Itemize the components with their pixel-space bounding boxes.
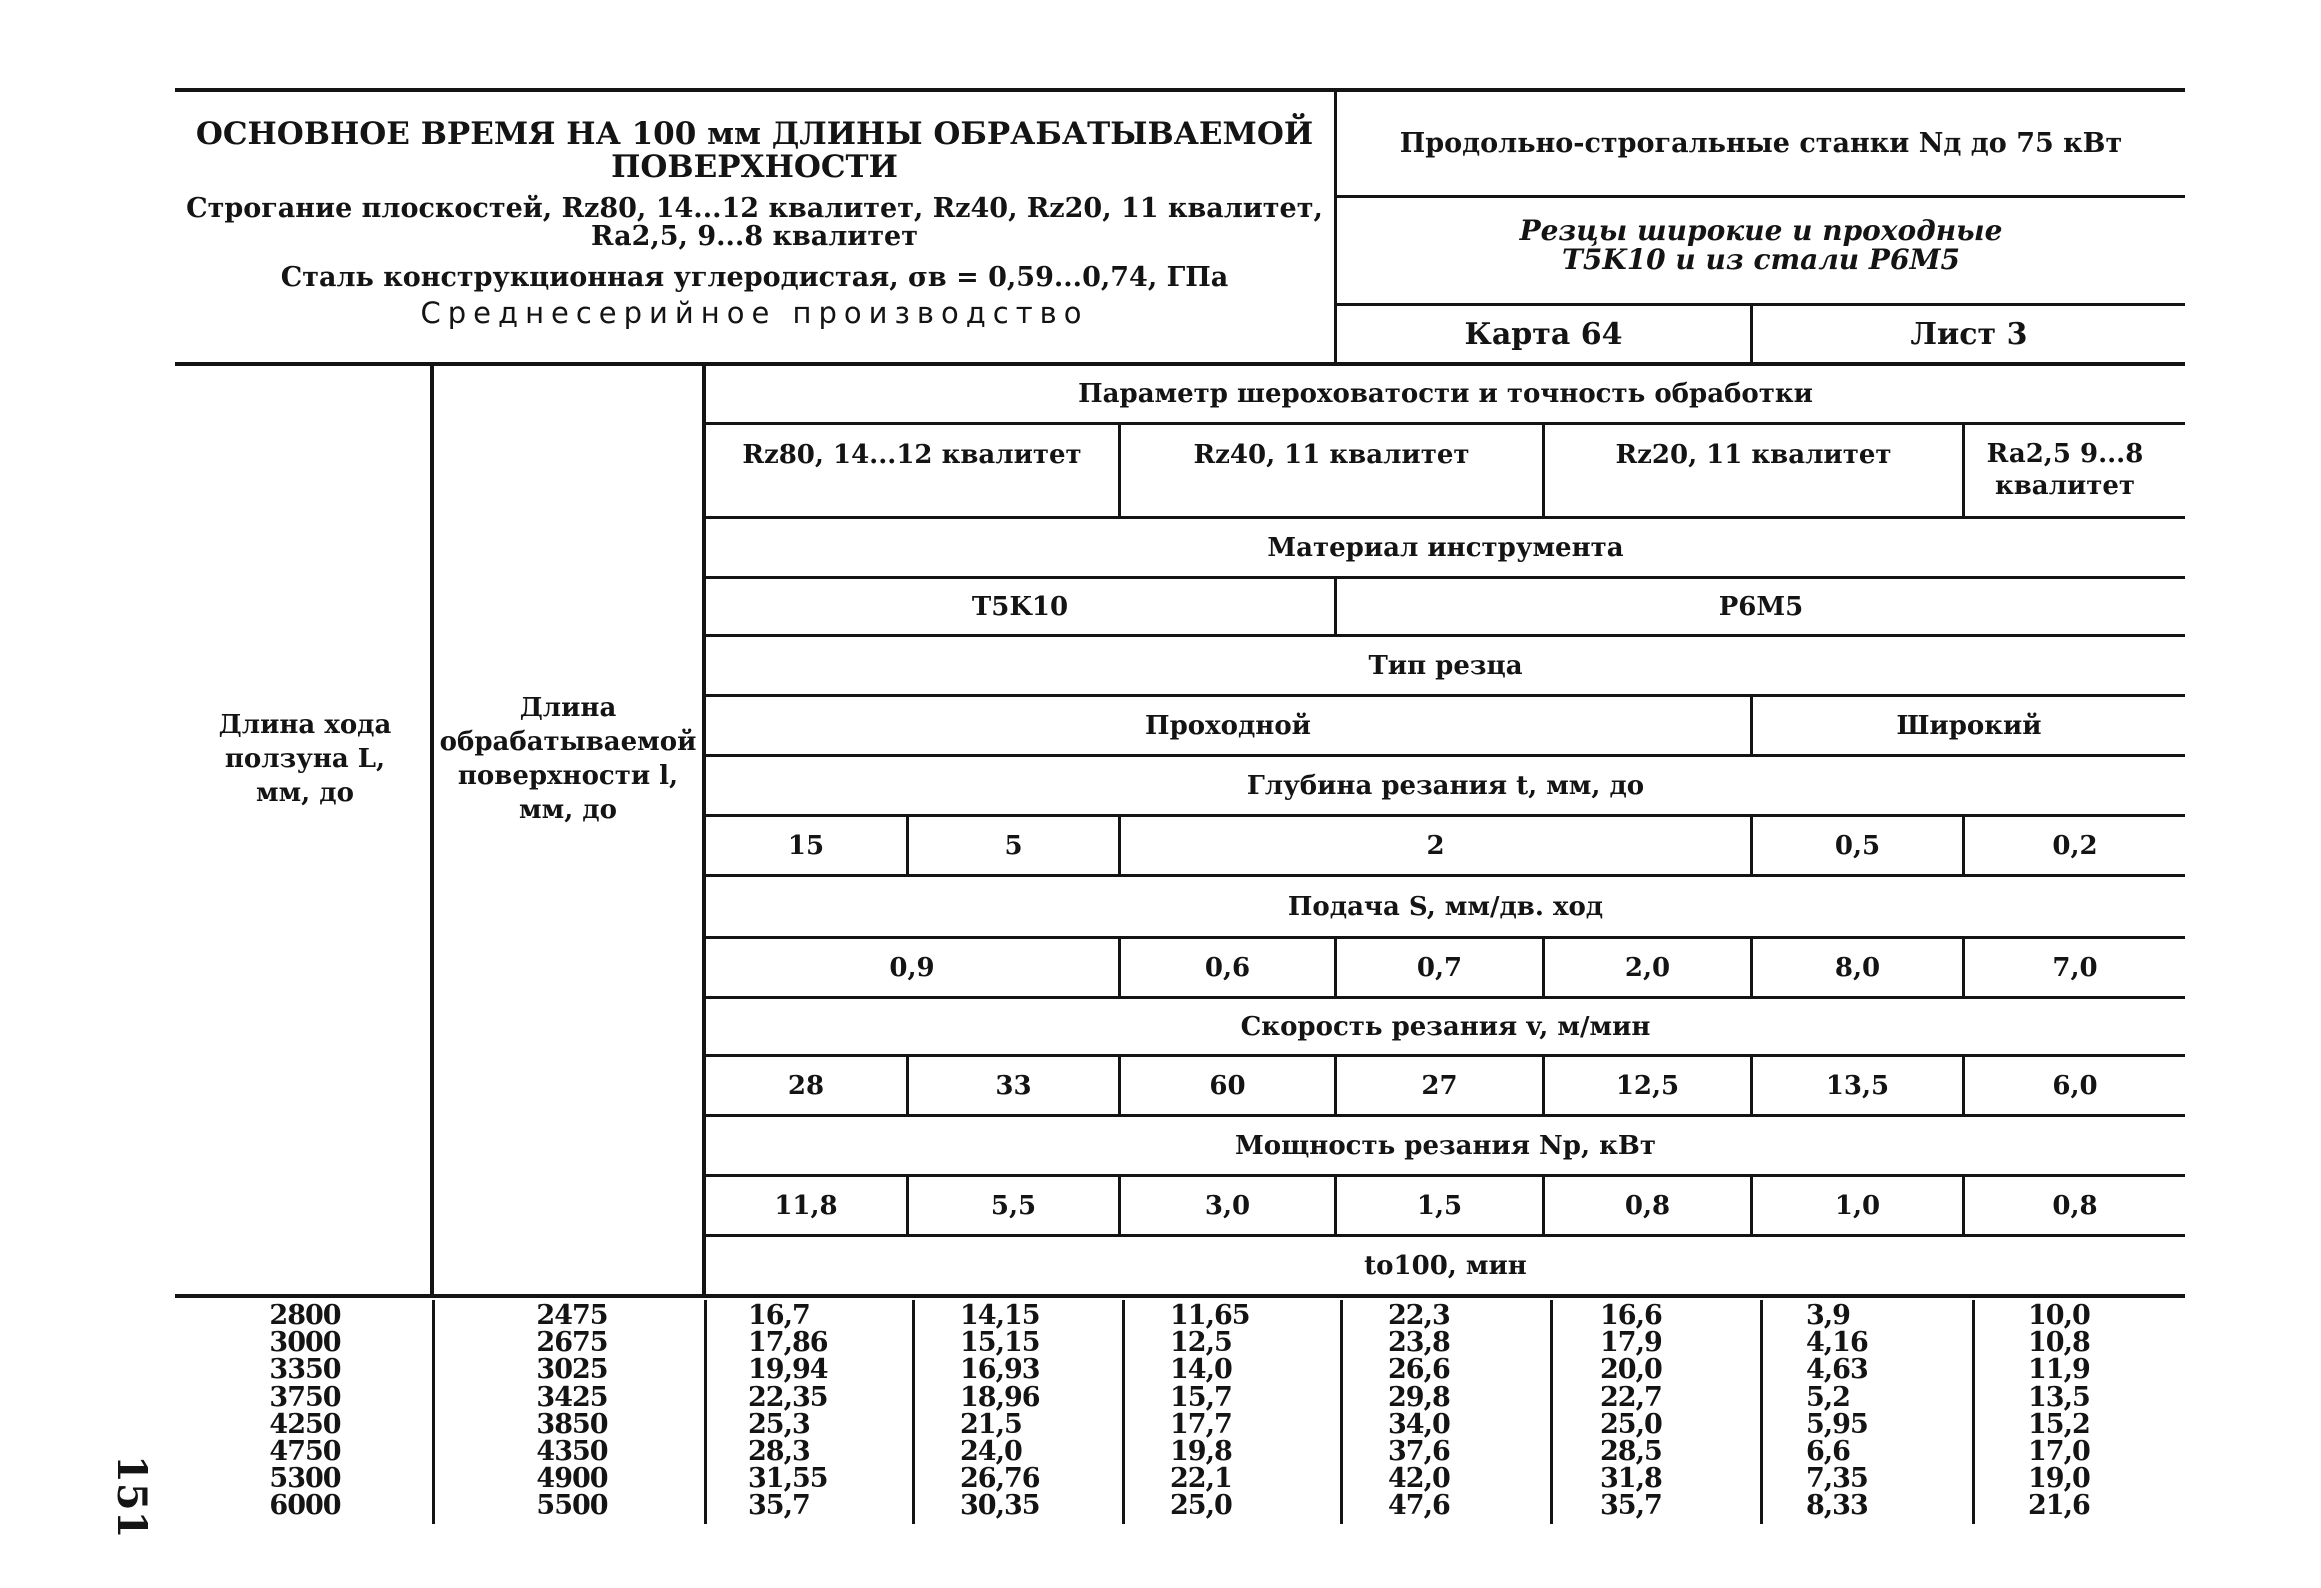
time-cell: 7,35 <box>1806 1463 1868 1495</box>
cutter-type-title: Тип резца <box>1368 650 1523 681</box>
time-cell: 25,0 <box>1600 1408 1662 1440</box>
feed-value: 0,7 <box>1416 952 1463 983</box>
body-divider <box>432 1300 435 1524</box>
time-cell: 19,8 <box>1170 1435 1232 1467</box>
time-cell: 30,35 <box>960 1490 1040 1522</box>
subtitle-line-2: Ra2,5, 9...8 квалитет <box>591 221 918 253</box>
time-cell: 11,65 <box>1170 1300 1250 1331</box>
time-cell: 26,6 <box>1388 1354 1450 1386</box>
speed-value: 60 <box>1209 1070 1246 1101</box>
time-cell: 28,3 <box>748 1435 810 1467</box>
time-column <box>1600 1302 1720 1520</box>
depth-value: 0,2 <box>2052 830 2098 861</box>
time-cell: 29,8 <box>1388 1381 1450 1413</box>
time-cell: 3,9 <box>1806 1300 1850 1331</box>
surface-length-cell: 3850 <box>536 1408 608 1440</box>
power-value: 1,5 <box>1416 1190 1463 1221</box>
time-cell: 4,16 <box>1806 1327 1868 1359</box>
time-cell: 35,7 <box>748 1490 810 1522</box>
surface-length-cell: 5500 <box>536 1490 608 1522</box>
tools-line-1: Резцы широкие и проходные <box>1519 214 2003 247</box>
speed-value: 13,5 <box>1825 1070 1890 1101</box>
body-divider <box>1340 1300 1343 1524</box>
time-cell: 17,9 <box>1600 1327 1662 1359</box>
time-cell: 15,2 <box>2028 1408 2090 1440</box>
surface-length-header: Длина обрабатываемой поверхности l, мм, до <box>439 693 697 825</box>
power-value: 3,0 <box>1204 1190 1251 1221</box>
time-column <box>2028 1302 2148 1520</box>
time-cell: 12,5 <box>1170 1327 1232 1359</box>
tool-material-t5k10: T5K10 <box>971 591 1069 622</box>
cutter-type-straight: Проходной <box>1145 710 1311 741</box>
feed-title: Подача S, мм/дв. ход <box>1287 891 1604 922</box>
time-cell: 42,0 <box>1388 1463 1450 1495</box>
subtitle <box>175 195 1334 252</box>
feed-value: 7,0 <box>2052 952 2098 983</box>
power-value: 11,8 <box>774 1190 838 1221</box>
stroke-length-cell: 3350 <box>269 1354 341 1386</box>
body-divider <box>704 1300 707 1524</box>
cutter-type-wide: Широкий <box>1896 710 2042 741</box>
body-divider <box>1122 1300 1125 1524</box>
depth-value: 15 <box>787 830 825 861</box>
time-cell: 18,96 <box>960 1381 1040 1413</box>
stroke-length-cell: 4750 <box>269 1435 341 1467</box>
feed-value: 2,0 <box>1624 952 1671 983</box>
time-column <box>1388 1302 1508 1520</box>
time-cell: 17,7 <box>1170 1408 1232 1440</box>
body-divider <box>912 1300 915 1524</box>
time-column <box>1806 1302 1926 1520</box>
surface-length-cell: 3425 <box>536 1381 608 1413</box>
time-cell: 22,35 <box>748 1381 828 1413</box>
power-value: 5,5 <box>990 1190 1037 1221</box>
time-title: tо100, мин <box>1364 1250 1527 1281</box>
time-cell: 20,0 <box>1600 1354 1662 1386</box>
speed-title: Скорость резания v, м/мин <box>1240 1011 1651 1042</box>
time-cell: 16,6 <box>1600 1300 1662 1331</box>
tools-description <box>1337 216 2185 275</box>
time-cell: 15,7 <box>1170 1381 1232 1413</box>
tools-line-2: T5K10 и из стали Р6М5 <box>1562 243 1960 277</box>
tool-material-title: Материал инструмента <box>1267 532 1624 563</box>
subtitle-line-1: Строгание плоскостей, Rz80, 14...12 квалитет, Rz40, Rz20, 11 квалитет, <box>186 193 1323 224</box>
power-value: 0,8 <box>1624 1190 1671 1221</box>
table-body-rule <box>175 1294 2185 1298</box>
stroke-length-cell: 6000 <box>269 1490 341 1522</box>
time-column <box>748 1302 868 1520</box>
time-cell: 21,6 <box>2028 1490 2090 1522</box>
time-cell: 23,8 <box>1388 1327 1450 1359</box>
surface-length-cell: 3025 <box>536 1354 608 1386</box>
time-cell: 14,15 <box>960 1300 1040 1331</box>
time-cell: 28,5 <box>1600 1435 1662 1467</box>
stroke-length-cell: 5300 <box>269 1463 341 1495</box>
power-title: Мощность резания Nр, кВт <box>1235 1130 1656 1161</box>
time-cell: 14,0 <box>1170 1354 1232 1386</box>
body-divider <box>1760 1300 1763 1524</box>
time-cell: 6,6 <box>1806 1435 1850 1467</box>
time-cell: 16,93 <box>960 1354 1040 1386</box>
title-line-1: ОСНОВНОЕ ВРЕМЯ НА 100 мм ДЛИНЫ ОБРАБАТЫВАЕМОЙ <box>195 116 1314 152</box>
time-cell: 22,1 <box>1170 1463 1232 1495</box>
material-line: Сталь конструкционная углеродистая, σв = 0,59...0,74, ГПа <box>280 262 1229 293</box>
surface-length-cell: 2675 <box>536 1327 608 1359</box>
depth-value: 5 <box>1004 830 1023 861</box>
page-number: 151 <box>108 1455 155 1539</box>
stroke-length-header: Длина хода ползуна L, мм, до <box>218 710 392 808</box>
roughness-rz80: Rz80, 14...12 квалитет <box>742 440 1082 470</box>
surface-length-cell: 4900 <box>536 1463 608 1495</box>
time-cell: 17,86 <box>748 1327 828 1359</box>
stroke-length-column <box>250 1302 360 1520</box>
body-divider <box>1550 1300 1553 1524</box>
speed-value: 6,0 <box>2052 1070 2098 1101</box>
time-cell: 10,8 <box>2028 1327 2090 1359</box>
tool-material-p6m5: Р6М5 <box>1718 591 1804 622</box>
time-cell: 16,7 <box>748 1300 810 1331</box>
time-cell: 19,94 <box>748 1354 828 1386</box>
time-column <box>1170 1302 1290 1520</box>
roughness-rz40: Rz40, 11 квалитет <box>1193 440 1470 470</box>
roughness-ra25: Ra2,5 9...8 квалитет <box>1986 438 2144 501</box>
machine-title: Продольно-строгальные станки Nд до 75 кВт <box>1399 128 2123 159</box>
time-cell: 26,76 <box>960 1463 1040 1495</box>
time-cell: 5,2 <box>1806 1381 1850 1413</box>
power-value: 0,8 <box>2052 1190 2098 1221</box>
sheet-number: Лист 3 <box>1910 316 2028 352</box>
speed-value: 12,5 <box>1615 1070 1680 1101</box>
time-cell: 31,8 <box>1600 1463 1662 1495</box>
left-col-divider <box>430 364 434 1296</box>
depth-value: 0,5 <box>1834 830 1881 861</box>
time-cell: 8,33 <box>1806 1490 1868 1522</box>
speed-value: 27 <box>1421 1070 1458 1101</box>
time-cell: 47,6 <box>1388 1490 1450 1522</box>
title-line-2: ПОВЕРХНОСТИ <box>611 148 898 185</box>
right-header-rule-1 <box>1336 195 2185 198</box>
time-cell: 5,95 <box>1806 1408 1868 1440</box>
speed-value: 28 <box>787 1070 825 1101</box>
time-cell: 15,15 <box>960 1327 1040 1359</box>
power-value: 1,0 <box>1834 1190 1881 1221</box>
stroke-length-cell: 3000 <box>269 1327 341 1359</box>
depth-title: Глубина резания t, мм, до <box>1246 770 1645 801</box>
feed-value: 0,9 <box>889 952 935 983</box>
time-cell: 11,9 <box>2028 1354 2090 1386</box>
time-cell: 19,0 <box>2028 1463 2090 1495</box>
body-divider <box>1972 1300 1975 1524</box>
time-cell: 17,0 <box>2028 1435 2090 1467</box>
time-cell: 24,0 <box>960 1435 1022 1467</box>
speed-value: 33 <box>995 1070 1032 1101</box>
stroke-length-cell: 2800 <box>269 1300 341 1331</box>
time-cell: 25,0 <box>1170 1490 1232 1522</box>
feed-value: 0,6 <box>1204 952 1251 983</box>
stroke-length-cell: 3750 <box>269 1381 341 1413</box>
time-cell: 34,0 <box>1388 1408 1450 1440</box>
time-cell: 10,0 <box>2028 1300 2090 1331</box>
time-cell: 13,5 <box>2028 1381 2090 1413</box>
time-cell: 37,6 <box>1388 1435 1450 1467</box>
production-type: Среднесерийное производство <box>420 296 1089 330</box>
time-column <box>960 1302 1080 1520</box>
time-cell: 25,3 <box>748 1408 810 1440</box>
surface-length-cell: 2475 <box>536 1300 608 1331</box>
stroke-length-cell: 4250 <box>269 1408 341 1440</box>
roughness-rz20: Rz20, 11 квалитет <box>1615 440 1892 470</box>
time-cell: 35,7 <box>1600 1490 1662 1522</box>
time-cell: 21,5 <box>960 1408 1022 1440</box>
roughness-title: Параметр шероховатости и точность обработки <box>1078 379 1813 409</box>
time-cell: 22,7 <box>1600 1381 1662 1413</box>
surface-length-cell: 4350 <box>536 1435 608 1467</box>
time-cell: 4,63 <box>1806 1354 1868 1386</box>
feed-value: 8,0 <box>1834 952 1881 983</box>
card-number: Карта 64 <box>1464 316 1623 352</box>
time-cell: 22,3 <box>1388 1300 1450 1331</box>
surface-length-column <box>512 1302 632 1520</box>
page-title <box>175 118 1334 183</box>
time-cell: 31,55 <box>748 1463 828 1495</box>
depth-value: 2 <box>1426 830 1445 861</box>
